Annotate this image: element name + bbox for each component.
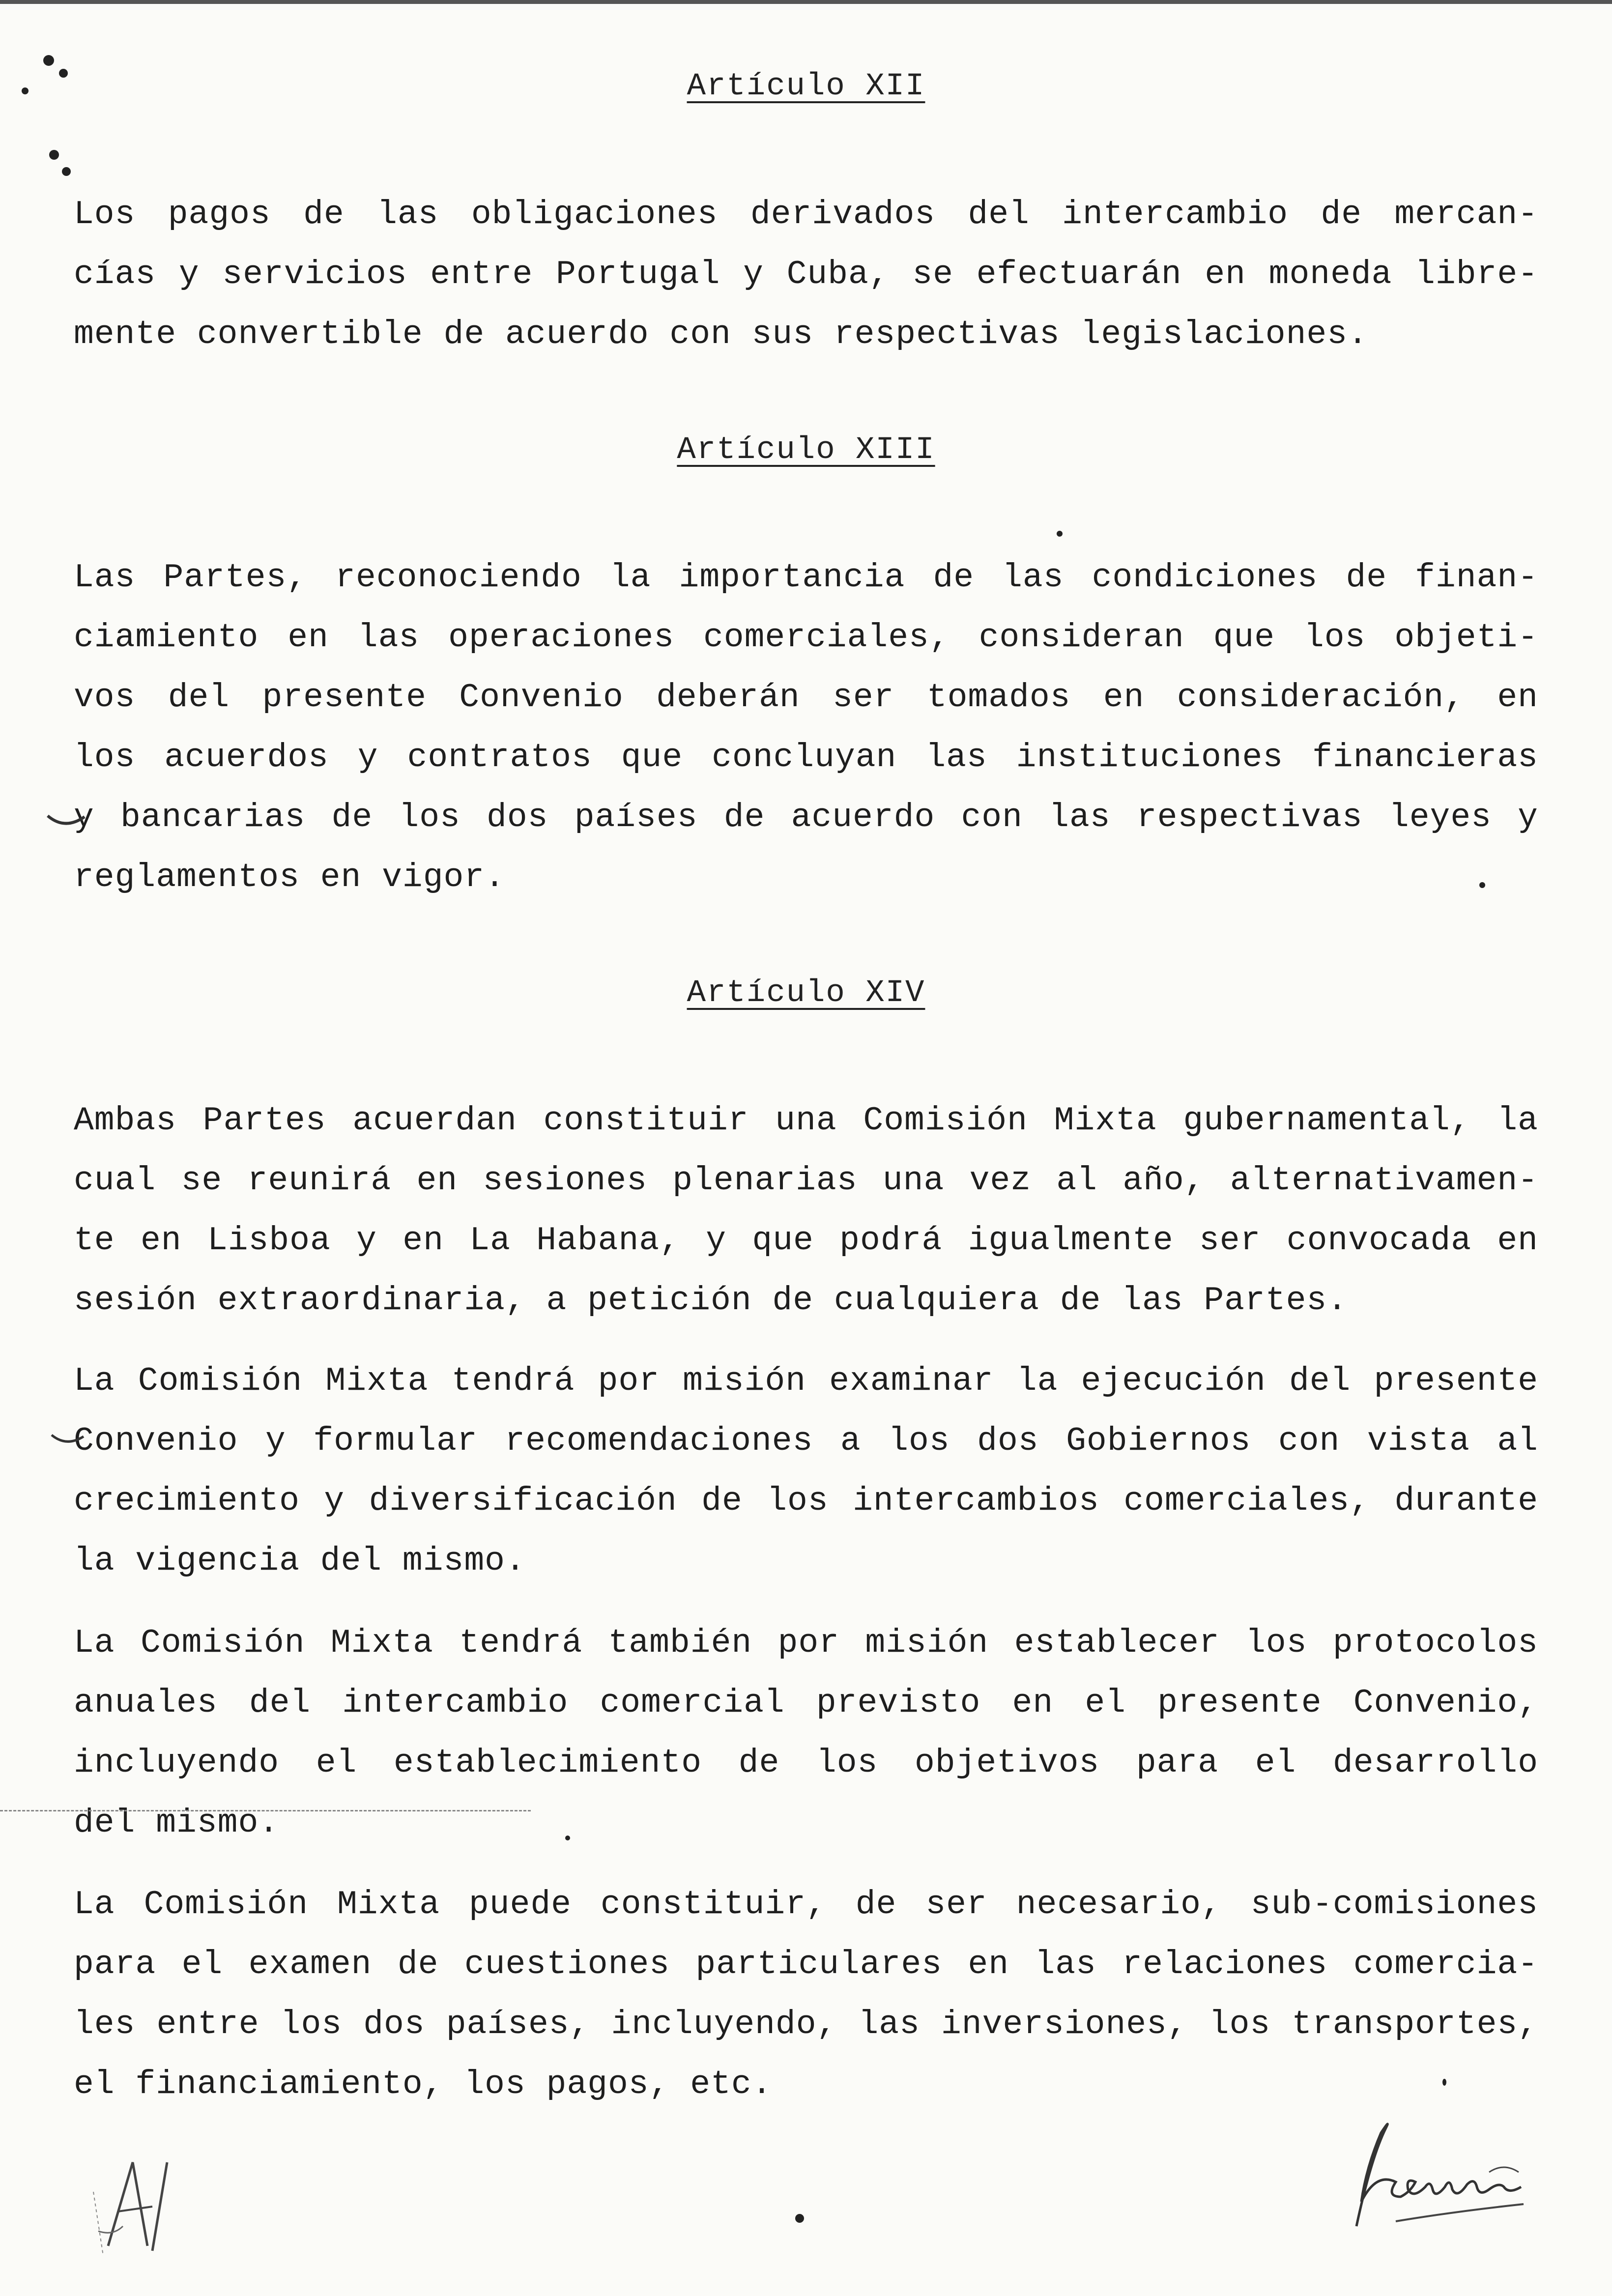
text-line: y bancarias de los dos países de acuerdo con las respectivas leyes y — [74, 799, 1538, 836]
margin-hook-mark — [49, 1428, 88, 1452]
text-line: los acuerdos y contratos que concluyan las instituciones financieras — [74, 739, 1538, 776]
text-line: te en Lisboa y en La Habana, y que podrá igualmente ser convocada en — [74, 1222, 1538, 1260]
text-line: anuales del intercambio comercial previsto en el presente Convenio, — [74, 1684, 1538, 1722]
text-line: sesión extraordinaria, a petición de cualquiera de las Partes. — [74, 1282, 1348, 1320]
text-line: para el examen de cuestiones particulares en las relaciones comercia- — [74, 1946, 1538, 1983]
article-xiv-paragraph-4 — [74, 1875, 1538, 2115]
scan-speck — [1057, 531, 1063, 537]
margin-hook-mark — [45, 806, 89, 835]
text-line: les entre los dos países, incluyendo, las inversiones, los transportes, — [74, 2006, 1538, 2043]
text-line: incluyendo el establecimiento de los objetivos para el desarrollo — [74, 1744, 1538, 1782]
article-heading-xii — [0, 69, 1612, 104]
left-initials-signature — [79, 2133, 236, 2261]
text-line: La Comisión Mixta puede constituir, de ser necesario, sub-comisiones — [74, 1886, 1538, 1923]
text-line: Las Partes, reconociendo la importancia de las condiciones de finan- — [74, 559, 1538, 597]
scan-speck — [49, 150, 59, 160]
article-heading-text: Artículo XII — [687, 69, 925, 104]
scan-speck — [795, 2214, 804, 2223]
text-line: cual se reunirá en sesiones plenarias una vez al año, alternativamen- — [74, 1162, 1538, 1200]
article-xiii-paragraph-1 — [74, 548, 1538, 908]
top-border-rule — [0, 0, 1612, 4]
scan-speck — [59, 69, 68, 78]
text-line: Ambas Partes acuerdan constituir una Comisión Mixta gubernamental, la — [74, 1102, 1538, 1140]
text-line: ciamiento en las operaciones comerciales, consideran que los objeti- — [74, 619, 1538, 657]
article-heading-text: Artículo XIV — [687, 976, 925, 1011]
article-xii-paragraph-1 — [74, 185, 1538, 365]
scan-speck — [43, 55, 54, 66]
article-xiv-paragraph-1 — [74, 1091, 1538, 1331]
scan-speck — [565, 1836, 570, 1840]
signature-drawing — [1327, 2098, 1563, 2246]
right-signature — [1327, 2098, 1563, 2246]
text-line: La Comisión Mixta tendrá también por misión establecer los protocolos — [74, 1624, 1538, 1662]
initials-drawing — [79, 2133, 236, 2261]
text-line: vos del presente Convenio deberán ser tomados en consideración, en — [74, 679, 1538, 717]
article-heading-text: Artículo XIII — [677, 432, 935, 468]
article-xiv-paragraph-3 — [74, 1613, 1538, 1853]
article-heading-xiv — [0, 976, 1612, 1011]
text-line: del mismo. — [74, 1804, 280, 1842]
text-line: mente convertible de acuerdo con sus respectivas legislaciones. — [74, 316, 1368, 353]
scan-speck — [1442, 2079, 1446, 2086]
text-line: la vigencia del mismo. — [74, 1542, 526, 1580]
scan-speck — [22, 87, 29, 94]
article-heading-xiii — [0, 432, 1612, 468]
scan-speck — [62, 167, 71, 176]
text-line: Convenio y formular recomendaciones a los dos Gobiernos con vista al — [74, 1422, 1538, 1460]
text-line: crecimiento y diversificación de los intercambios comerciales, durante — [74, 1482, 1538, 1520]
dashed-rule — [0, 1810, 531, 1811]
scan-speck — [1479, 882, 1485, 888]
text-line: el financiamiento, los pagos, etc. — [74, 2066, 773, 2103]
text-line: reglamentos en vigor. — [74, 859, 505, 896]
article-xiv-paragraph-2 — [74, 1351, 1538, 1591]
text-line: Los pagos de las obligaciones derivados del intercambio de mercan- — [74, 196, 1538, 233]
text-line: La Comisión Mixta tendrá por misión examinar la ejecución del presente — [74, 1362, 1538, 1400]
text-line: cías y servicios entre Portugal y Cuba, se efectuarán en moneda libre- — [74, 256, 1538, 293]
